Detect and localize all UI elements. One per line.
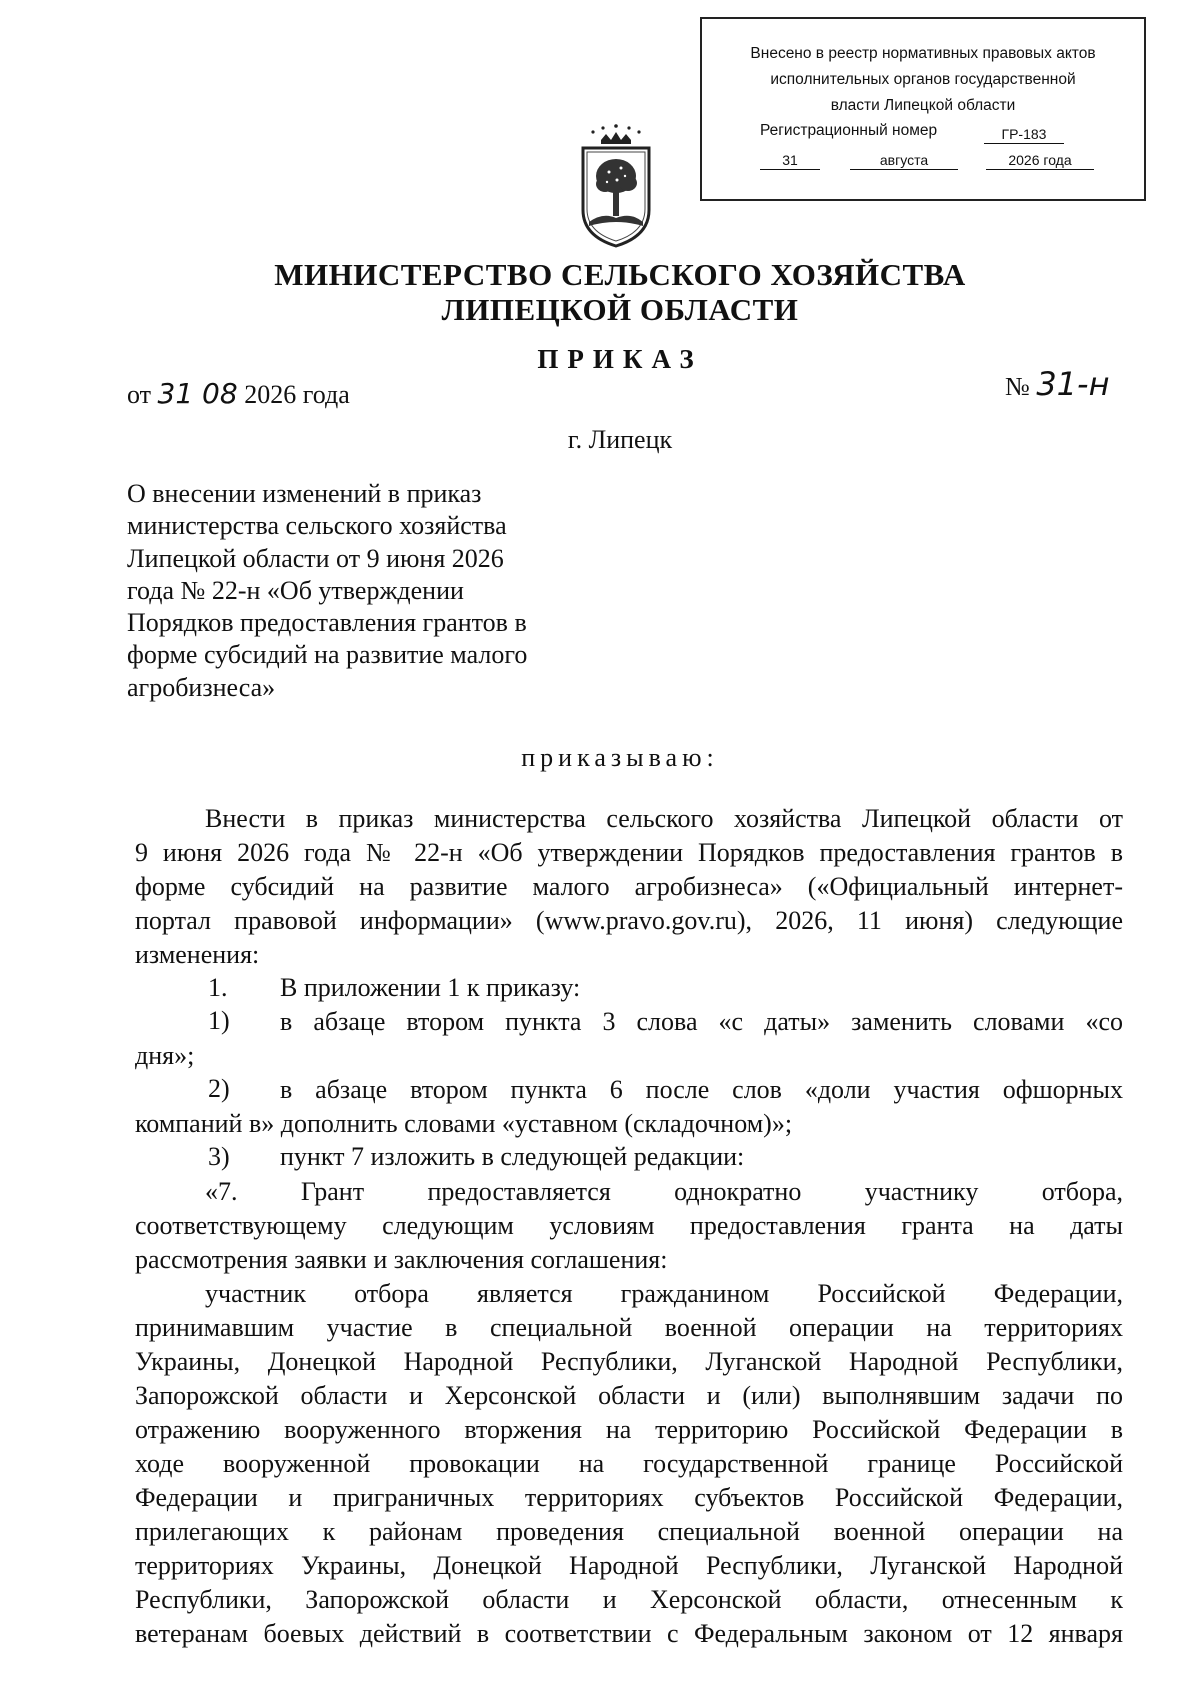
document-type-title: ПРИКАЗ: [537, 344, 703, 374]
subject-line: О внесении изменений в приказ: [127, 479, 482, 508]
condition-line: Республики, Запорожской области и Херсонской области, отнесенным к: [135, 1585, 1123, 1614]
condition-line: Запорожской области и Херсонской области и (или) выполнявшим задачи по: [135, 1381, 1123, 1410]
ministry-name-line-2: ЛИПЕЦКОЙ ОБЛАСТИ: [441, 292, 799, 327]
registration-month: августа: [850, 152, 958, 170]
paragraph-7-first-line: «7. Грант предоставляется однократно участнику отбора,: [205, 1177, 1123, 1206]
subitem-2-continuation: компаний в» дополнить словами «уставном (складочном)»;: [135, 1109, 793, 1138]
registration-day: 31: [760, 152, 820, 170]
coat-of-arms-icon: [573, 118, 659, 252]
subject-line: форме субсидий на развитие малого: [127, 640, 528, 670]
date-suffix: 2026 года: [244, 380, 350, 409]
subject-line: министерства сельского хозяйства: [127, 511, 507, 541]
subitem-3-text: пункт 7 изложить в следующей редакции:: [280, 1142, 745, 1171]
subject-line: Порядков предоставления грантов в: [127, 608, 527, 638]
body-line: Внести в приказ министерства сельского хозяйства Липецкой области от: [205, 804, 1123, 833]
registration-number-label: Регистрационный номер: [760, 122, 938, 139]
subitem-3-number: 3): [208, 1142, 230, 1171]
registration-number: ГР-183: [984, 126, 1064, 144]
order-subject: [127, 478, 597, 704]
subject-line: Липецкой области от 9 июня 2026: [127, 543, 504, 573]
condition-line: Федерации и приграничных территориях субъектов Российской Федерации,: [135, 1483, 1123, 1512]
date-prefix: от: [127, 380, 152, 409]
order-number: [1005, 365, 1110, 403]
item-1-text: В приложении 1 к приказу:: [280, 973, 581, 1002]
condition-line: прилегающих к районам проведения специальной военной операции на: [135, 1517, 1123, 1546]
subitem-2-text: в абзаце втором пункта 6 после слов «доли участия офшорных: [280, 1075, 1123, 1104]
order-date: [127, 377, 350, 410]
body-line: форме субсидий на развитие малого агробизнеса» («Официальный интернет-: [135, 872, 1123, 901]
handwritten-number: 31-н: [1036, 365, 1110, 403]
subitem-2-number: 2): [208, 1074, 230, 1103]
registration-year: 2026 года: [986, 152, 1094, 170]
registration-stamp: [700, 17, 1146, 201]
registration-line-2: исполнительных органов государственной: [770, 71, 1076, 88]
condition-line: ветеранам боевых действий в соответствии с Федеральным законом от 12 января: [135, 1619, 1123, 1648]
paragraph-7-line: соответствующему следующим условиям предоставления гранта на даты: [135, 1211, 1123, 1240]
subject-line: агробизнеса»: [127, 672, 276, 702]
body-line: изменения:: [135, 940, 260, 969]
condition-line: принимавшим участие в специальной военной операции на территориях: [135, 1313, 1123, 1342]
subitem-1-text: в абзаце втором пункта 3 слова «с даты» заменить словами «со: [280, 1007, 1123, 1036]
item-1-number: 1.: [208, 973, 228, 1002]
number-prefix: №: [1005, 372, 1030, 401]
registration-line-1: Внесено в реестр нормативных правовых актов: [750, 45, 1096, 62]
subitem-1-number: 1): [208, 1006, 230, 1035]
ministry-name-line-1: МИНИСТЕРСТВО СЕЛЬСКОГО ХОЗЯЙСТВА: [274, 257, 966, 292]
city: г. Липецк: [567, 425, 673, 454]
order-word: приказываю:: [521, 743, 719, 772]
condition-line: территориях Украины, Донецкой Народной Республики, Луганской Народной: [135, 1551, 1123, 1580]
subitem-1-continuation: дня»;: [135, 1041, 195, 1070]
condition-line: отражению вооруженного вторжения на территорию Российской Федерации в: [135, 1415, 1123, 1444]
condition-line: ходе вооруженной провокации на государственной границе Российской: [135, 1449, 1123, 1478]
handwritten-date: 31 08: [157, 377, 238, 410]
body-line: портал правовой информации» (www.pravo.gov.ru), 2026, 11 июня) следующие: [135, 906, 1123, 935]
registration-line-3: власти Липецкой области: [830, 97, 1016, 114]
condition-line: Украины, Донецкой Народной Республики, Луганской Народной Республики,: [135, 1347, 1123, 1376]
body-line: 9 июня 2026 года № 22-н «Об утверждении Порядков предоставления грантов в: [135, 838, 1123, 867]
paragraph-7-line: рассмотрения заявки и заключения соглашения:: [135, 1245, 668, 1274]
subject-line: года № 22-н «Об утверждении: [127, 575, 464, 605]
condition-first-line: участник отбора является гражданином Российской Федерации,: [205, 1279, 1123, 1308]
